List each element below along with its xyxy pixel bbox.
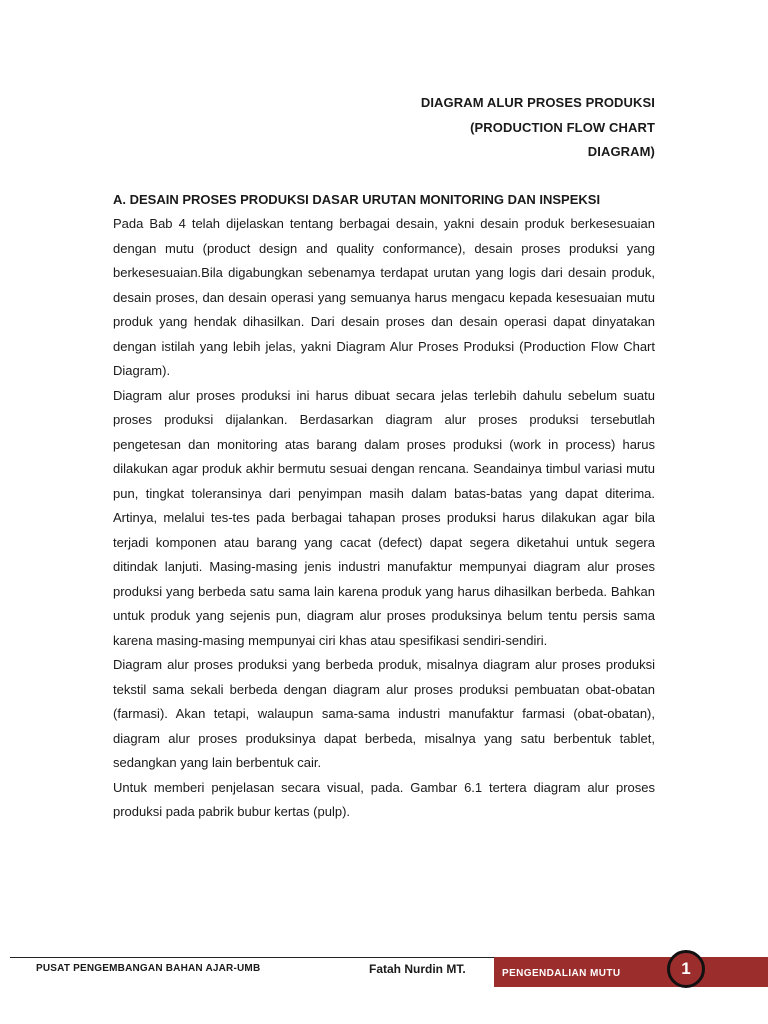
paragraph-4: Untuk memberi penjelasan secara visual, pada. Gambar 6.1 tertera diagram alur proses produksi pada pabrik bubur kertas (pulp). (113, 779, 655, 819)
title-line-1: DIAGRAM ALUR PROSES PRODUKSI (420, 95, 655, 110)
paragraph-3: Diagram alur proses produksi yang berbeda produk, misalnya diagram alur proses produksi tekstil sama sekali berbeda dengan diagram alur proses produksi pembuatan obat-obatan (farmasi). Akan tetapi, walaupun sama-sama industri manufaktur farmasi (obat-obatan), diagram alur proses produksinya dapat berbeda, misalnya yang satu berbentuk tablet, sedangkan yang lain berbentuk cair. (113, 657, 655, 770)
title-line-3: DIAGRAM) (587, 144, 655, 159)
page-number-badge (667, 950, 705, 988)
footer-course-label: PENGENDALIAN MUTU (502, 968, 621, 979)
footer-author: Fatah Nurdin MT. (369, 962, 466, 976)
footer-divider (10, 957, 494, 958)
section-heading: A. DESAIN PROSES PRODUKSI DASAR URUTAN MONITORING DAN INSPEKSI (113, 192, 601, 207)
footer-institution: PUSAT PENGEMBANGAN BAHAN AJAR-UMB (36, 963, 261, 974)
page-number: 1 (681, 959, 691, 978)
document-title (421, 91, 655, 165)
body-text (113, 212, 655, 825)
paragraph-2: Diagram alur proses produksi ini harus dibuat secara jelas terlebih dahulu sebelum suatu proses produksi dijalankan. Berdasarkan diagram alur proses produksi tersebutlah pengetesan dan monitoring atas barang dalam proses produksi (work in process) harus dilakukan agar produk akhir bermutu sesuai dengan rencana. Seandainya timbul variasi mutu pun, tingkat toleransinya dari penyimpan masih dalam batas-batas yang dapat diterima. Artinya, melalui tes-tes pada berbagai tahapan proses produksi harus dilakukan agar bila terjadi komponen atau barang yang cacat (defect) dapat segera diketahui untuk segera ditindak lanjuti. Masing-masing jenis industri manufaktur mempunyai diagram alur proses produksi yang berbeda satu sama lain karena produk yang harus dihasilkan berbeda. Bahkan untuk produk yang sejenis pun, diagram alur proses produksinya belum tentu persis sama karena masing-masing mempunyai ciri khas atau spesifikasi sendiri-sendiri. (113, 387, 655, 648)
title-line-2: (PRODUCTION FLOW CHART (470, 119, 655, 135)
paragraph-1: Pada Bab 4 telah dijelaskan tentang berbagai desain, yakni desain produk berkesesuaian dengan mutu (product design and quality conformance), desain proses produksi yang berkesesuaian.Bila digabungkan sebenamya terdapat urutan yang logis dari desain produk, desain proses, dan desain operasi yang semuanya harus mengacu kepada kesesuaian mutu produk yang hendak dihasilkan. Dari desain proses dan desain operasi dapat dinyatakan dengan istilah yang lebih jelas, yakni Diagram Alur Proses Produksi (Production Flow Chart Diagram). (113, 216, 655, 378)
